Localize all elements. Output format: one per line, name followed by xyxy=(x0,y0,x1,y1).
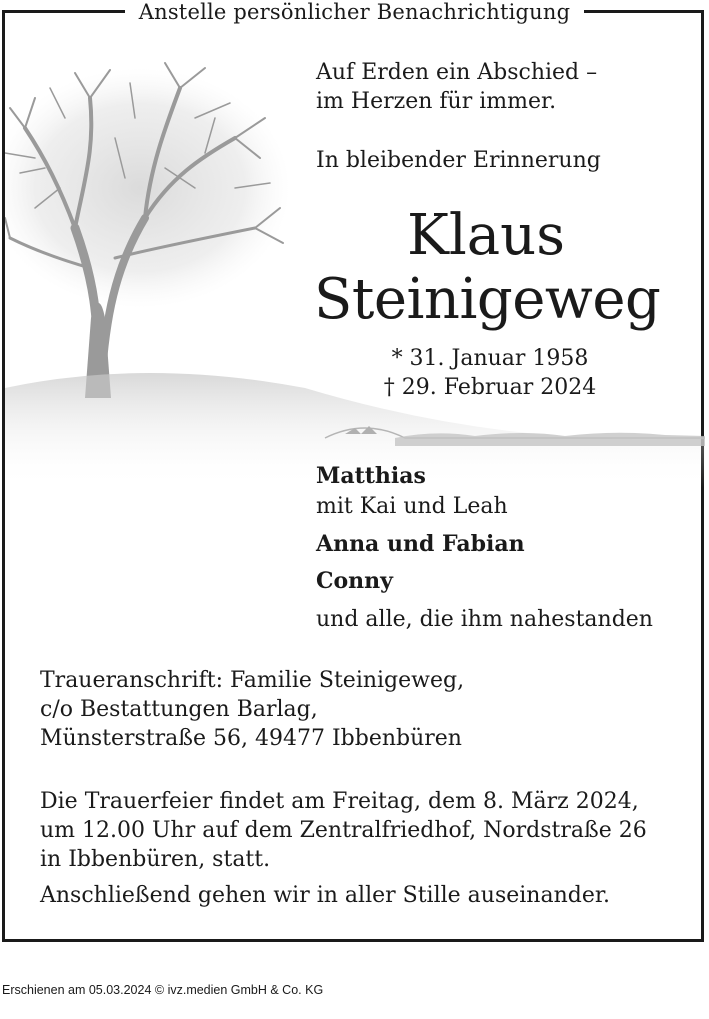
mourner-detail: und alle, die ihm nahestanden xyxy=(316,607,653,632)
publication-footer: Erschienen am 05.03.2024 © ivz.medien GmbH & Co. KG xyxy=(2,983,324,997)
funeral-ceremony-info xyxy=(40,787,647,874)
mourner-detail: mit Kai und Leah xyxy=(316,494,508,519)
ceremony-line: Die Trauerfeier findet am Freitag, dem 8. März 2024, xyxy=(40,789,639,814)
poem-line: Auf Erden ein Abschied – xyxy=(316,60,598,85)
mourner-name: Conny xyxy=(316,568,393,594)
deceased-first-name: Klaus xyxy=(407,203,565,268)
address-line: c/o Bestattungen Barlag, xyxy=(40,697,318,722)
address-line: Münsterstraße 56, 49477 Ibbenbüren xyxy=(40,726,462,751)
poem-line: im Herzen für immer. xyxy=(316,89,557,114)
header-text: Anstelle persönlicher Benachrichtigung xyxy=(125,0,585,24)
mourner-name: Anna und Fabian xyxy=(316,531,525,557)
death-date: † 29. Februar 2024 xyxy=(383,375,597,400)
mourning-address xyxy=(40,666,464,753)
farewell-poem xyxy=(316,58,597,116)
notice-header xyxy=(0,0,709,24)
birth-date: * 31. Januar 1958 xyxy=(391,346,589,371)
deceased-last-name: Steinigeweg xyxy=(314,267,661,332)
memory-line: In bleibender Erinnerung xyxy=(316,148,601,173)
mourner-name: Matthias xyxy=(316,463,426,489)
ceremony-line: um 12.00 Uhr auf dem Zentralfriedhof, Nordstraße 26 xyxy=(40,818,647,843)
address-line: Traueranschrift: Familie Steinigeweg, xyxy=(40,668,465,693)
closing-line: Anschließend gehen wir in aller Stille auseinander. xyxy=(40,883,610,908)
ceremony-line: in Ibbenbüren, statt. xyxy=(40,847,271,872)
